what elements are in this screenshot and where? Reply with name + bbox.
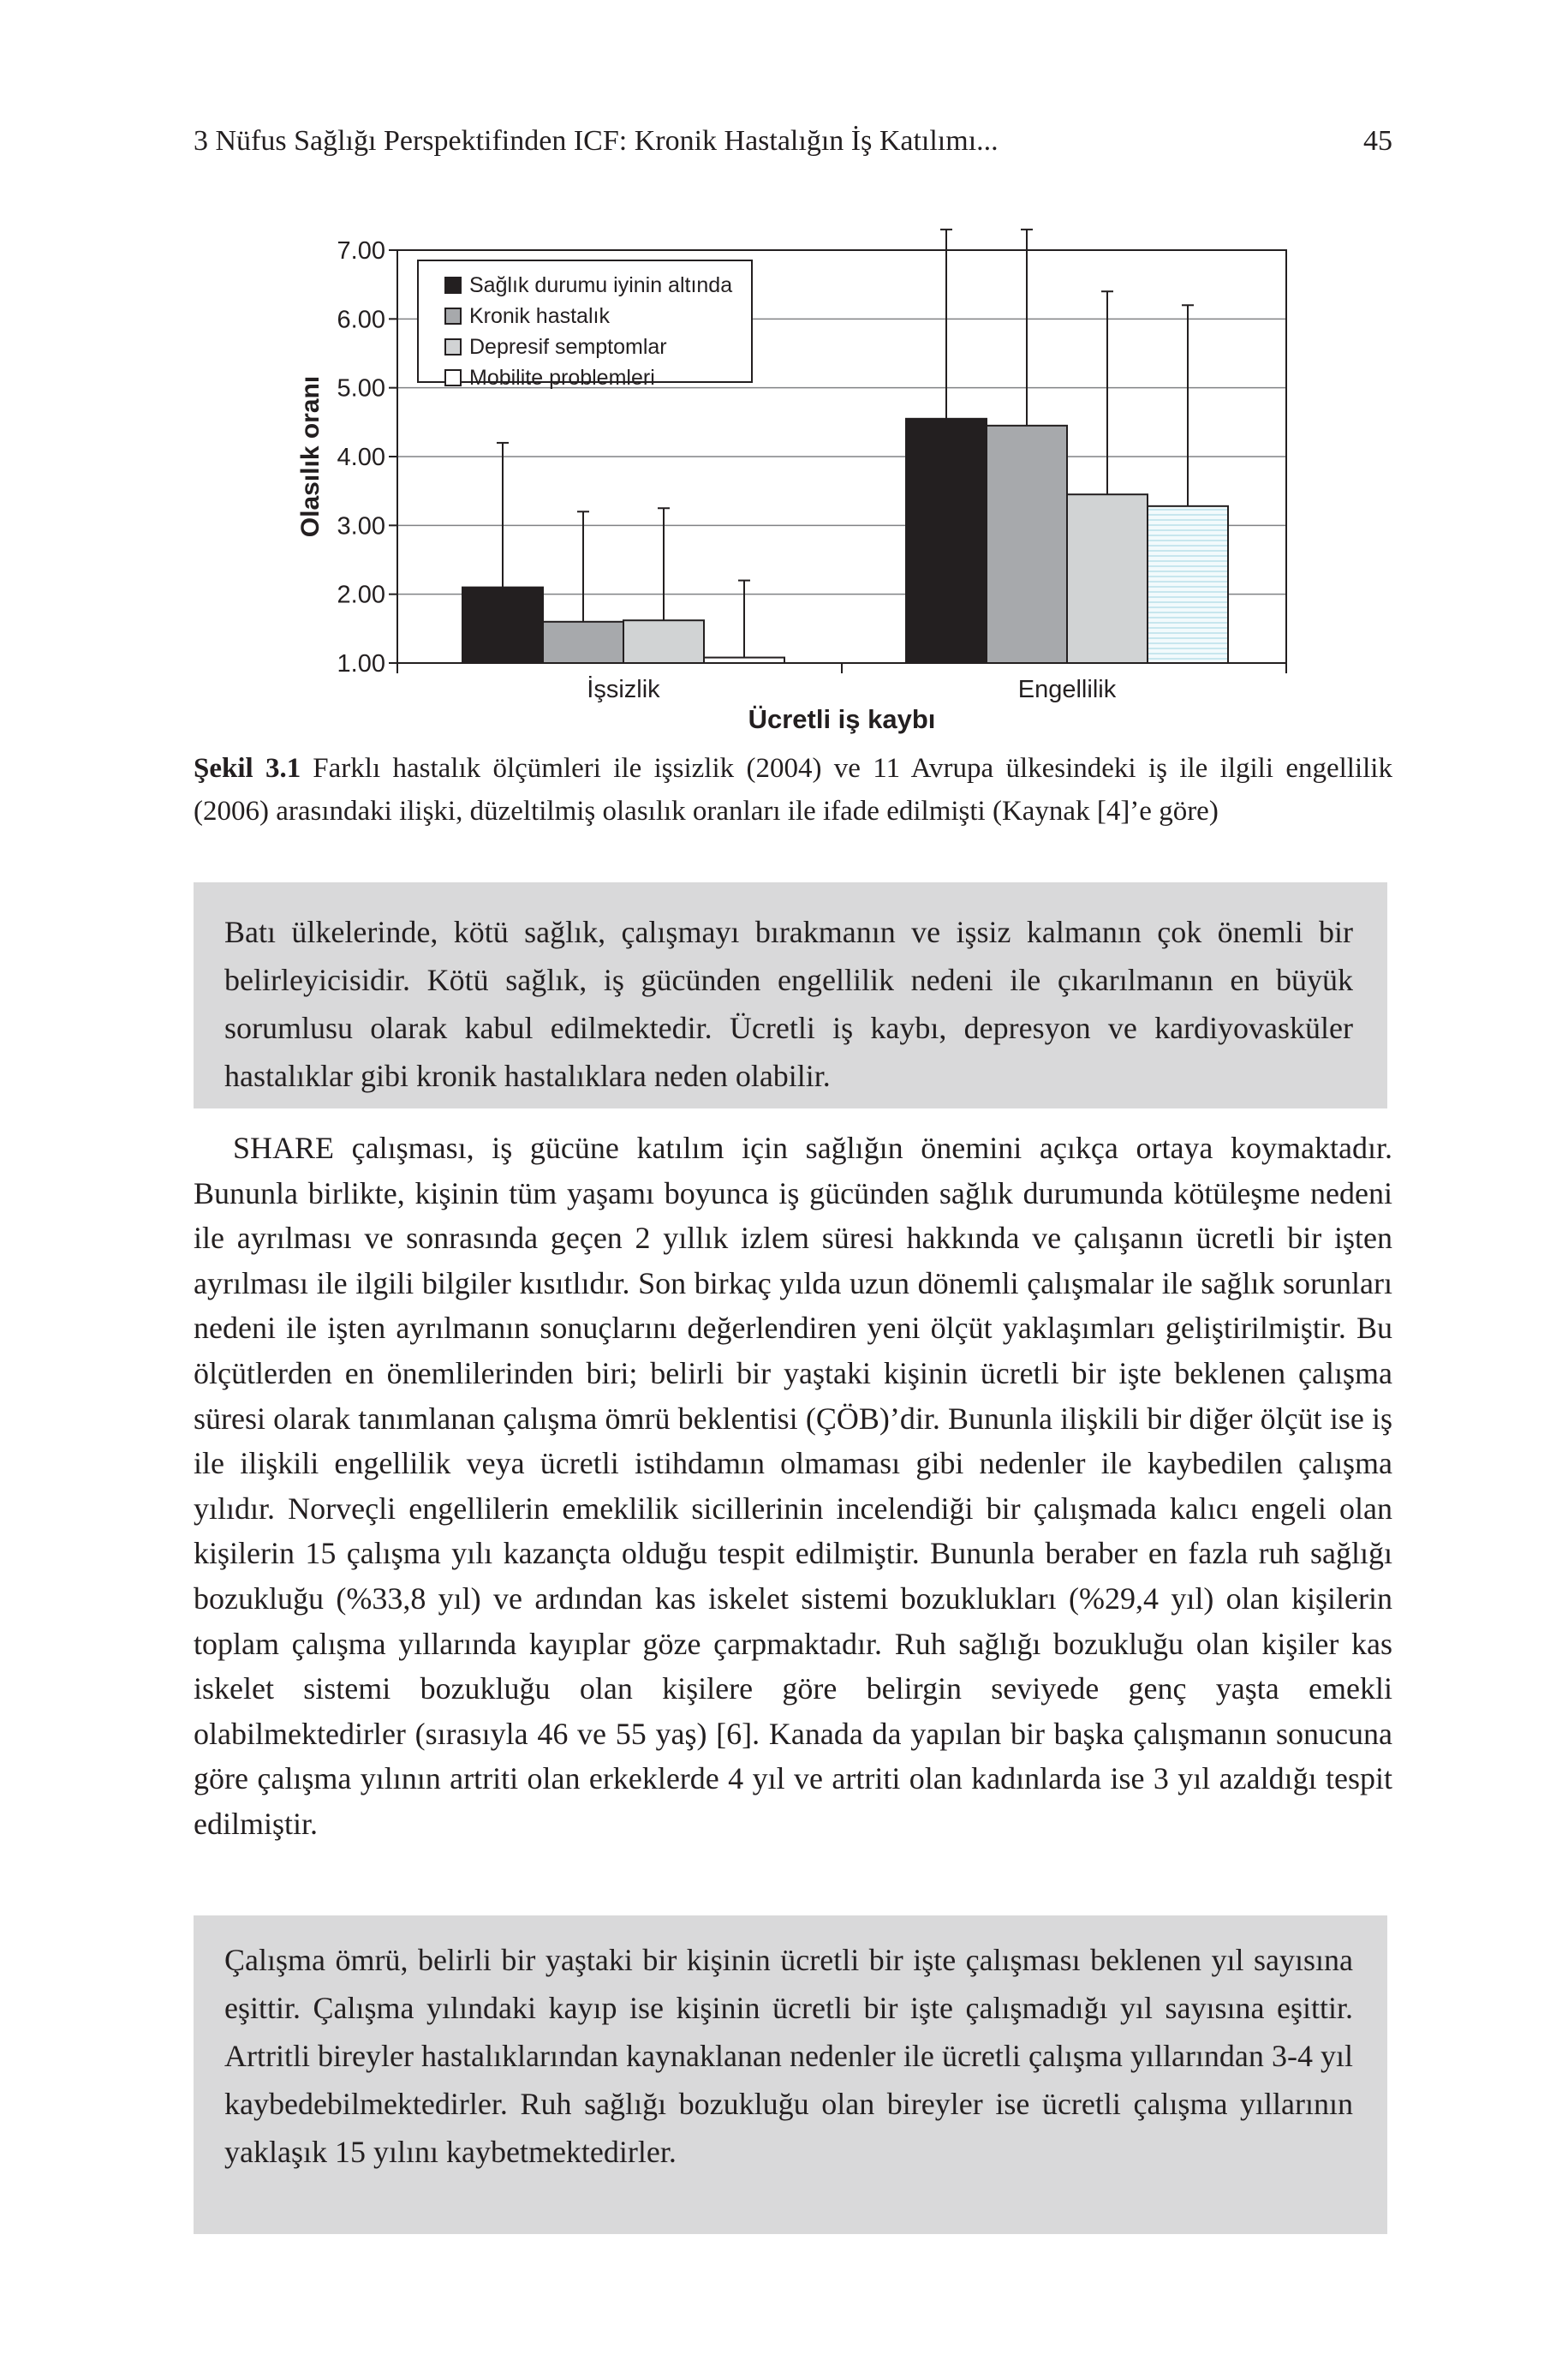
bar-chart: [283, 224, 1336, 738]
bar: [623, 620, 704, 663]
y-tick-label: 1.00: [337, 650, 385, 678]
bar: [906, 419, 987, 663]
legend-label: Sağlık durumu iyinin altında: [469, 273, 733, 297]
highlight-box-1-text: Batı ülkelerinde, kötü sağlık, çalışmayı bırakmanın ve işsiz kalmanın çok önemli bir belirleyicisidir. Kötü sağlık, iş gücünden engellilik nedeni ile çıkarılmanın en büyük sorumlusu olarak kabul edilmektedir. Ücretli iş kaybı, depresyon ve kardiyovasküler hastalıklar gibi kronik hastalıklara neden olabilir.: [224, 915, 1353, 1093]
chart-bars: [462, 419, 1228, 663]
chart-legend: [418, 260, 752, 390]
y-tick-label: 7.00: [337, 237, 385, 265]
bar: [543, 622, 623, 663]
legend-label: Depresif semptomlar: [469, 335, 667, 359]
highlight-box-2: [194, 1915, 1387, 2234]
bar: [1148, 506, 1228, 663]
legend-swatch: [445, 278, 461, 293]
legend-swatch: [445, 370, 461, 385]
caption-text: Farklı hastalık ölçümleri ile işsizlik (2004) ve 11 Avrupa ülkesindeki iş ile ilgili engellilik (2006) arasındaki ilişki, düzeltilmiş olasılık oranları ile ifade edilmişti (Kaynak [4]’e göre): [194, 753, 1392, 827]
x-category-label: Engellilik: [1017, 676, 1117, 703]
chart-y-ticks: [337, 237, 397, 678]
body-paragraph-text: SHARE çalışması, iş gücüne katılım için sağlığın önemini açıkça ortaya koymaktadır. Bununla birlikte, kişinin tüm yaşamı boyunca iş gücünden sağlık durumunda kötüleşme nedeni ile ayrılması ve sonrasında geçen 2 yıllık izlem süresi hakkında ve çalışanın ücretli bir işten ayrılması ile ilgili bilgiler kısıtlıdır. Son birkaç yılda uzun dönemli çalışmalar ile sağlık sorunları nedeni ile işten ayrılmanın sonuçlarını değerlendiren yeni ölçüt yaklaşımları geliştirilmiştir. Bu ölçütlerden en önemlilerinden biri; belirli bir yaştaki kişinin ücretli bir işte beklenen çalışma süresi olarak tanımlanan çalışma ömrü beklentisi (ÇÖB)’dir. Bununla ilişkili bir diğer ölçüt ise iş ile ilişkili engellilik veya ücretli istihdamın olmaması gibi nedenler ile kaybedilen çalışma yılıdır. Norveçli engellilerin emeklilik sicillerinin incelendiği bir çalışmada kalıcı engeli olan kişilerin 15 çalışma yılı kazançta olduğu tespit edilmiştir. Bununla beraber en fazla ruh sağlığı bozukluğu (%33,8 yıl) ve ardından kas iskelet sistemi bozuklukları (%29,4 yıl) olan kişilerin toplam çalışma yıllarında kayıplar göze çarpmaktadır. Ruh sağlığı bozukluğu olan kişiler kas iskelet sistemi bozukluğu olan kişilere göre belirgin seviyede genç yaşta emekli olabilmektedirler (sırasıyla 46 ve 55 yaş) [6]. Kanada da yapılan bir başka çalışmanın sonucuna göre çalışma yılının artriti olan erkeklerde 4 yıl ve artriti olan kadınlarda ise 3 yıl azaldığı tespit edilmiştir.: [194, 1131, 1392, 1841]
running-title: 3 Nüfus Sağlığı Perspektifinden ICF: Kronik Hastalığın İş Katılımı...: [194, 125, 999, 157]
page-number: 45: [1363, 125, 1392, 157]
x-axis-label: Ücretli iş kaybı: [748, 704, 936, 734]
legend-label: Kronik hastalık: [469, 304, 610, 328]
body-paragraph: [194, 1126, 1392, 1847]
x-category-label: İşsizlik: [587, 676, 660, 703]
running-head: [194, 125, 1392, 164]
y-axis-label: Olasılık oranı: [296, 375, 325, 538]
y-tick-label: 5.00: [337, 374, 385, 403]
caption-label: Şekil 3.1: [194, 753, 301, 784]
legend-label: Mobilite problemleri: [469, 366, 655, 390]
figure-caption: [194, 747, 1392, 833]
chart-x-categories: [587, 675, 1116, 703]
highlight-box-1: [194, 882, 1387, 1108]
bar: [987, 426, 1067, 663]
y-tick-label: 6.00: [337, 306, 385, 334]
bar: [462, 588, 543, 663]
y-tick-label: 4.00: [337, 444, 385, 471]
y-tick-label: 2.00: [337, 581, 385, 609]
bar: [1067, 494, 1148, 663]
legend-swatch: [445, 339, 461, 355]
legend-swatch: [445, 308, 461, 324]
highlight-box-2-text: Çalışma ömrü, belirli bir yaştaki bir kişinin ücretli bir işte çalışması beklenen yıl sayısına eşittir. Çalışma yılındaki kayıp ise kişinin ücretli bir işte çalışmadığı yıl sayısına eşittir. Artritli bireyler hastalıklarından kaynaklanan nedenler ile ücretli çalışma yıllarından 3-4 yıl kaybedebilmektedirler. Ruh sağlığı bozukluğu olan bireyler ise ücretli çalışma yıllarının yaklaşık 15 yılını kaybetmektedirler.: [224, 1943, 1353, 2169]
y-tick-label: 3.00: [337, 512, 385, 541]
